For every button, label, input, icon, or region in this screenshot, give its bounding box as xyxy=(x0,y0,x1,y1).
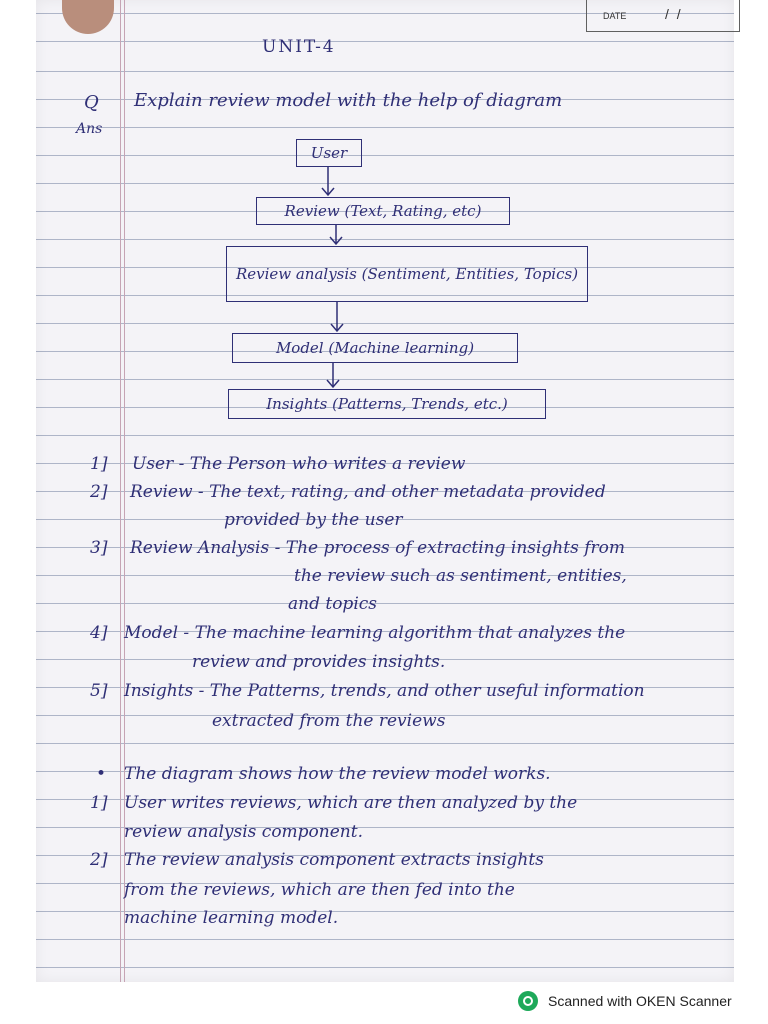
note-2-line1: The review analysis component extracts insights xyxy=(124,850,544,870)
def-1-marker: 1] xyxy=(90,454,108,474)
def-4-marker: 4] xyxy=(90,623,108,643)
def-4-line1: Model - The machine learning algorithm that analyzes the xyxy=(124,623,626,643)
flow-box-insights: Insights (Patterns, Trends, etc.) xyxy=(228,389,546,419)
def-5-marker: 5] xyxy=(90,681,108,701)
def-1-line1: User - The Person who writes a review xyxy=(132,454,466,474)
date-value: / / xyxy=(665,6,683,22)
answer-marker: Ans xyxy=(76,121,103,137)
note-bullet: • xyxy=(96,764,107,784)
page-title: UNIT-4 xyxy=(262,37,336,57)
def-3-marker: 3] xyxy=(90,538,108,558)
scanner-text: Scanned with OKEN Scanner xyxy=(548,993,732,1009)
def-3-line2: the review such as sentiment, entities, xyxy=(294,566,627,586)
scanner-watermark xyxy=(518,990,732,1012)
flow-box-model: Model (Machine learning) xyxy=(232,333,518,363)
note-2-line3: machine learning model. xyxy=(124,908,339,928)
note-1-line1: User writes reviews, which are then analyzed by the xyxy=(124,793,578,813)
def-2-line2: provided by the user xyxy=(224,510,403,530)
note-2-line2: from the reviews, which are then fed into the xyxy=(124,880,515,900)
note-1-line2: review analysis component. xyxy=(124,822,363,842)
flow-box-review-analysis: Review analysis (Sentiment, Entities, Topics) xyxy=(226,246,588,302)
def-3-line1: Review Analysis - The process of extracting insights from xyxy=(130,538,625,558)
def-5-line1: Insights - The Patterns, trends, and other useful information xyxy=(124,681,645,701)
def-5-line2: extracted from the reviews xyxy=(212,711,446,731)
question-text: Explain review model with the help of diagram xyxy=(134,90,563,111)
def-4-line2: review and provides insights. xyxy=(192,652,446,672)
flow-box-user: User xyxy=(296,139,362,167)
flow-box-review: Review (Text, Rating, etc) xyxy=(256,197,510,225)
def-2-line1: Review - The text, rating, and other metadata provided xyxy=(130,482,606,502)
note-0-line1: The diagram shows how the review model works. xyxy=(124,764,551,784)
def-2-marker: 2] xyxy=(90,482,108,502)
date-label: DATE xyxy=(603,11,627,21)
question-marker: Q xyxy=(84,92,99,113)
oken-scanner-icon xyxy=(518,991,538,1011)
note-2-marker: 2] xyxy=(90,850,108,870)
def-3-line3: and topics xyxy=(288,594,378,614)
notebook-page xyxy=(36,0,734,982)
note-1-marker: 1] xyxy=(90,793,108,813)
